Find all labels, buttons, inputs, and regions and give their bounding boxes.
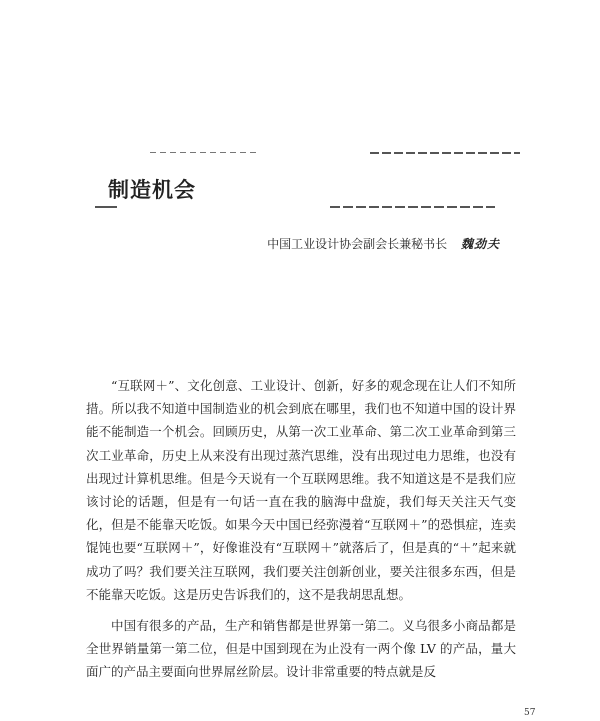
header-rule-right [370,152,520,154]
header-rule-left [150,152,260,153]
author-name: 魏劲夫 [460,237,500,251]
article-body [86,374,516,692]
body-paragraph: 中国有很多的产品，生产和销售都是世界第一第二。义乌很多小商品都是全世界销量第一第二位，但是中国到现在为止没有一两个像 LV 的产品，量大面广的产品主要面向世界屌丝阶层。设计非常重要的特点就是反 [86,618,516,680]
article-title: 制造机会 [108,178,196,202]
title-underline-right [330,206,495,208]
page-number: 57 [524,708,536,718]
author-position: 中国工业设计协会副会长兼秘书长 [267,237,448,251]
title-underline-left [95,206,117,208]
body-paragraph: “互联网＋”、文化创意、工业设计、创新，好多的观念现在让人们不知所措。所以我不知道中国制造业的机会到底在哪里，我们也不知道中国的设计界能不能制造一个机会。回顾历史，从第一次工业革命、第二次工业革命到第三次工业革命，历史上从来没有出现过蒸汽思维，没有出现过电力思维，也没有出现过计算机思维。但是今天说有一个互联网思维。我不知道这是不是我们应该讨论的话题，但是有一句话一直在我的脑海中盘旋，我们每天关注天气变化，但是不能靠天吃饭。如果今天中国已经弥漫着“互联网＋”的恐惧症，连卖馄饨也要“互联网＋”，好像谁没有“互联网＋”就落后了，但是真的“＋”起来就成功了吗？我们要关注互联网，我们要关注创新创业，要关注很多东西，但是不能靠天吃饭。这是历史告诉我们的，这不是我胡思乱想。 [86,378,516,602]
article-byline [267,235,500,252]
